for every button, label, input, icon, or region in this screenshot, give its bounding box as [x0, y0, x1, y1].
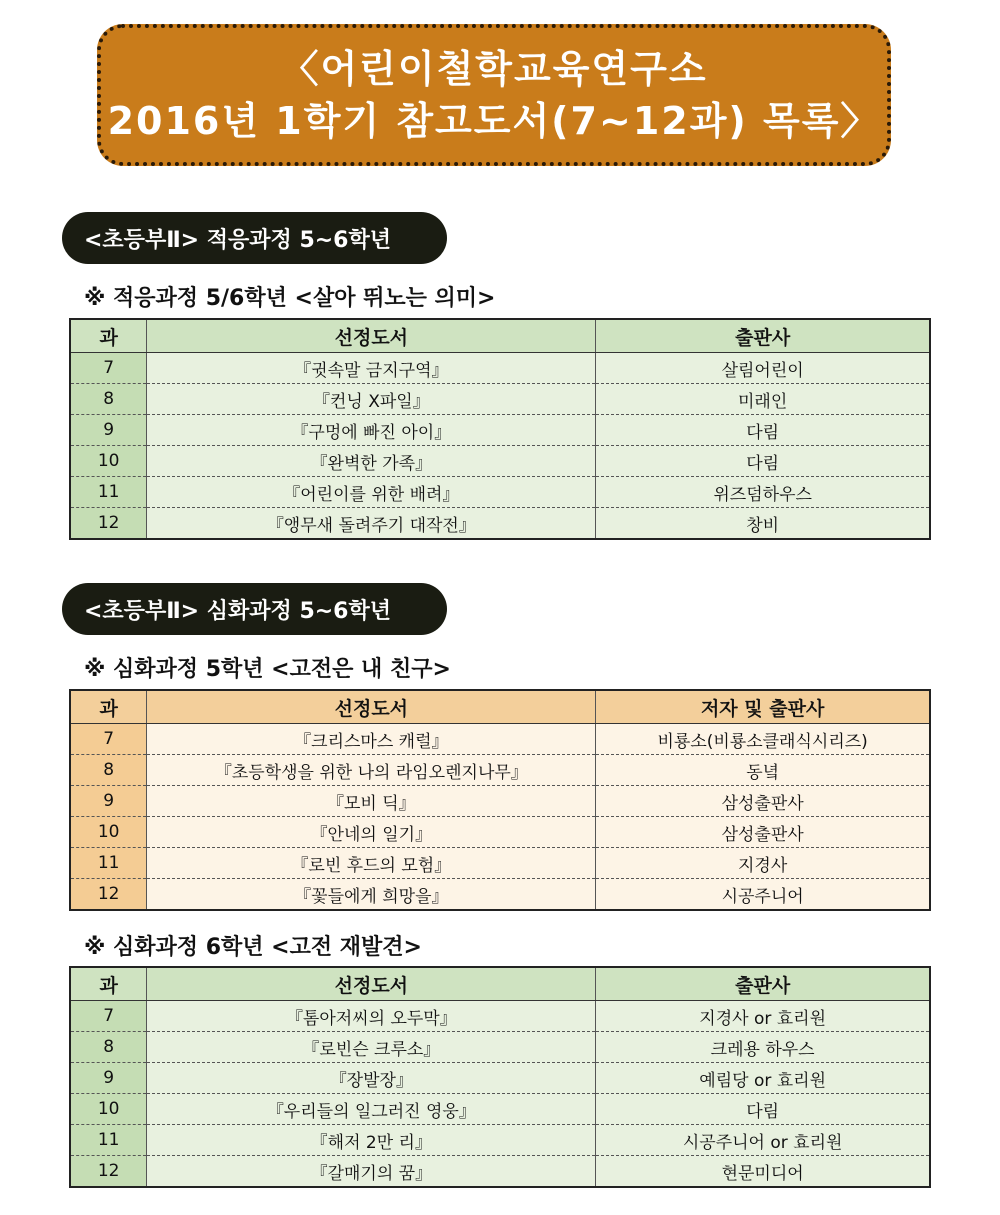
table-row	[70, 786, 930, 817]
publisher: 미래인	[596, 384, 930, 415]
lesson-number: 10	[70, 1094, 147, 1125]
publisher: 다림	[596, 415, 930, 446]
book-title: 『해저 2만 리』	[147, 1125, 596, 1156]
table-row	[70, 353, 930, 384]
table-advanced-5	[69, 689, 931, 911]
lesson-number: 10	[70, 817, 147, 848]
publisher: 삼성출판사	[596, 786, 930, 817]
lesson-number: 12	[70, 508, 147, 540]
book-title: 『로빈슨 크루소』	[147, 1032, 596, 1063]
book-title: 『장발장』	[147, 1063, 596, 1094]
lesson-number: 9	[70, 415, 147, 446]
table-row	[70, 817, 930, 848]
publisher: 시공주니어	[596, 879, 930, 911]
table-row	[70, 1156, 930, 1188]
lesson-number: 7	[70, 724, 147, 755]
publisher: 지경사 or 효리원	[596, 1001, 930, 1032]
publisher: 살림어린이	[596, 353, 930, 384]
lesson-number: 12	[70, 1156, 147, 1188]
publisher: 다림	[596, 446, 930, 477]
publisher: 시공주니어 or 효리원	[596, 1125, 930, 1156]
table-row	[70, 1125, 930, 1156]
book-title: 『크리스마스 캐럴』	[147, 724, 596, 755]
table1-heading: ※ 적응과정 5/6학년 <살아 뛰노는 의미>	[84, 286, 496, 311]
publisher: 비룡소(비룡소클래식시리즈)	[596, 724, 930, 755]
book-title: 『로빈 후드의 모험』	[147, 848, 596, 879]
book-title: 『컨닝 X파일』	[147, 384, 596, 415]
header-publisher: 출판사	[596, 967, 930, 1001]
book-title: 『우리들의 일그러진 영웅』	[147, 1094, 596, 1125]
header-book: 선정도서	[147, 690, 596, 724]
lesson-number: 11	[70, 1125, 147, 1156]
title-line-2: 2016년 1학기 참고도서(7~12과) 목록〉	[107, 99, 881, 143]
table-advanced-6	[69, 966, 931, 1188]
lesson-number: 7	[70, 353, 147, 384]
title-banner	[97, 24, 891, 166]
publisher: 예림당 or 효리원	[596, 1063, 930, 1094]
publisher: 크레용 하우스	[596, 1032, 930, 1063]
book-title: 『모비 딕』	[147, 786, 596, 817]
table-row	[70, 415, 930, 446]
book-title: 『완벽한 가족』	[147, 446, 596, 477]
publisher: 지경사	[596, 848, 930, 879]
table-row	[70, 446, 930, 477]
table-row	[70, 508, 930, 540]
publisher: 현문미디어	[596, 1156, 930, 1188]
table2-heading: ※ 심화과정 5학년 <고전은 내 친구>	[84, 657, 451, 682]
header-lesson: 과	[70, 690, 147, 724]
book-title: 『꽃들에게 희망을』	[147, 879, 596, 911]
table-row	[70, 1094, 930, 1125]
table3-heading: ※ 심화과정 6학년 <고전 재발견>	[84, 935, 422, 960]
book-title: 『어린이를 위한 배려』	[147, 477, 596, 508]
table-row	[70, 755, 930, 786]
header-publisher: 출판사	[596, 319, 930, 353]
book-title: 『귓속말 금지구역』	[147, 353, 596, 384]
table-row	[70, 724, 930, 755]
lesson-number: 10	[70, 446, 147, 477]
header-lesson: 과	[70, 967, 147, 1001]
lesson-number: 8	[70, 1032, 147, 1063]
book-title: 『초등학생을 위한 나의 라임오렌지나무』	[147, 755, 596, 786]
publisher: 삼성출판사	[596, 817, 930, 848]
table-row	[70, 1001, 930, 1032]
section-pill-advanced: <초등부Ⅱ> 심화과정 5~6학년	[62, 583, 447, 635]
publisher: 동녘	[596, 755, 930, 786]
lesson-number: 7	[70, 1001, 147, 1032]
lesson-number: 11	[70, 848, 147, 879]
table-adaptation-5-6	[69, 318, 931, 540]
header-lesson: 과	[70, 319, 147, 353]
lesson-number: 9	[70, 786, 147, 817]
book-title: 『안네의 일기』	[147, 817, 596, 848]
header-book: 선정도서	[147, 319, 596, 353]
lesson-number: 8	[70, 384, 147, 415]
table-row	[70, 477, 930, 508]
lesson-number: 11	[70, 477, 147, 508]
lesson-number: 8	[70, 755, 147, 786]
book-title: 『갈매기의 꿈』	[147, 1156, 596, 1188]
lesson-number: 12	[70, 879, 147, 911]
publisher: 다림	[596, 1094, 930, 1125]
table-row	[70, 1032, 930, 1063]
table-row	[70, 879, 930, 911]
book-title: 『앵무새 돌려주기 대작전』	[147, 508, 596, 540]
table-row	[70, 848, 930, 879]
table-row	[70, 1063, 930, 1094]
book-title: 『구멍에 빠진 아이』	[147, 415, 596, 446]
publisher: 창비	[596, 508, 930, 540]
table-row	[70, 384, 930, 415]
title-line-1: 〈어린이철학교육연구소	[280, 47, 708, 91]
section-pill-adaptation: <초등부Ⅱ> 적응과정 5~6학년	[62, 212, 447, 264]
lesson-number: 9	[70, 1063, 147, 1094]
book-title: 『톰아저씨의 오두막』	[147, 1001, 596, 1032]
publisher: 위즈덤하우스	[596, 477, 930, 508]
header-author-publisher: 저자 및 출판사	[596, 690, 930, 724]
header-book: 선정도서	[147, 967, 596, 1001]
